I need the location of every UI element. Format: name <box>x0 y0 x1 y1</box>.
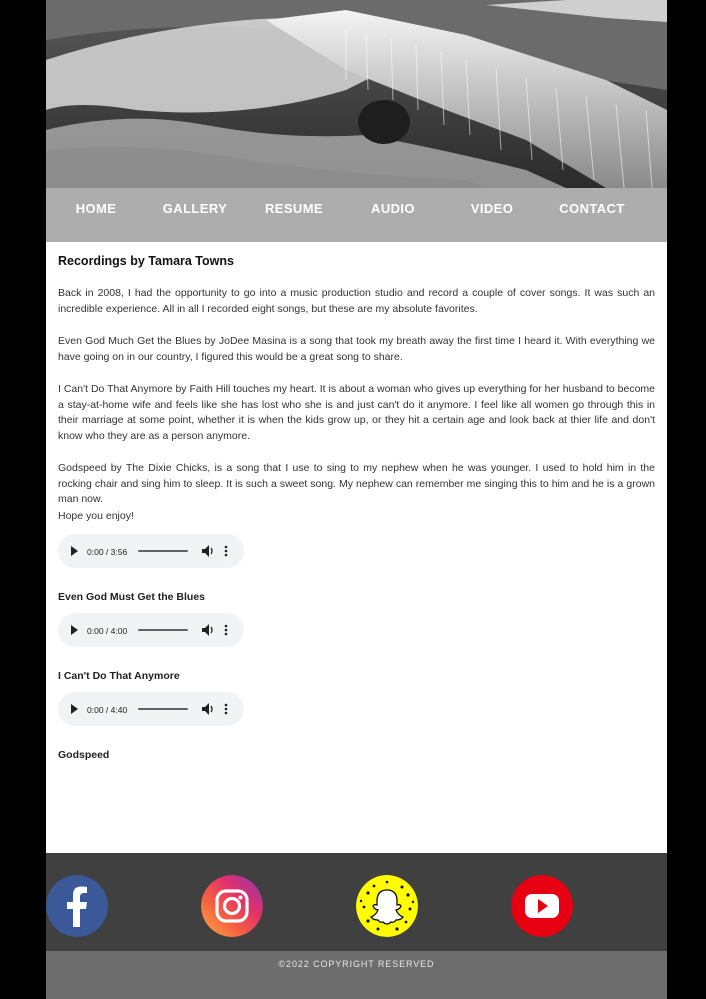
seek-bar[interactable] <box>138 550 188 552</box>
page-title: Recordings by Tamara Towns <box>58 254 234 268</box>
main-nav <box>46 188 667 242</box>
footer-bar <box>46 951 667 999</box>
paragraph-godspeed: Godspeed by The Dixie Chicks, is a song that I use to sing to my nephew when he was younger. I used to hold him in the rocking chair and sing him to sleep. It is such a sweet song. My nephew can remember me singing this to him and he is a grown man now. <box>58 462 655 505</box>
more-options-icon[interactable] <box>224 702 228 716</box>
audio-player <box>58 534 244 568</box>
nav-video[interactable]: VIDEO <box>470 201 514 216</box>
nav-audio[interactable]: AUDIO <box>371 201 415 216</box>
seek-bar[interactable] <box>138 708 188 710</box>
snapchat-icon[interactable] <box>356 875 418 937</box>
track-title: Even God Must Get the Blues <box>58 591 206 603</box>
waterfall-banner-image <box>46 0 667 188</box>
seek-bar[interactable] <box>138 629 188 631</box>
audio-time: 0:00 / 3:56 <box>87 547 128 557</box>
paragraph-even-god: Even God Much Get the Blues by JoDee Masina is a song that took my breath away the first time I heard it. With everything we have going on in our country, I figured this would be a great song to share. <box>58 335 655 363</box>
track-title: Godspeed <box>58 749 110 761</box>
youtube-icon[interactable] <box>511 875 573 937</box>
volume-icon[interactable] <box>202 702 214 716</box>
more-options-icon[interactable] <box>224 623 228 637</box>
play-icon[interactable] <box>71 704 78 714</box>
nav-contact[interactable]: CONTACT <box>559 201 625 216</box>
volume-icon[interactable] <box>202 623 214 637</box>
intro-paragraph: Back in 2008, I had the opportunity to go into a music production studio and record a couple of cover songs. It was such an incredible experience. All in all I recorded eight songs, but these are my absolute favorites. <box>58 287 655 315</box>
audio-time: 0:00 / 4:00 <box>87 626 128 636</box>
social-footer <box>46 853 667 951</box>
play-icon[interactable] <box>71 625 78 635</box>
copyright-text: ©2022 COPYRIGHT RESERVED <box>278 959 435 969</box>
audio-player <box>58 692 244 726</box>
nav-home[interactable]: HOME <box>75 201 117 216</box>
page <box>46 0 667 999</box>
audio-time: 0:00 / 4:40 <box>87 705 128 715</box>
nav-resume[interactable]: RESUME <box>264 201 324 216</box>
facebook-icon[interactable] <box>46 875 108 937</box>
track-title: I Can't Do That Anymore <box>58 670 180 682</box>
audio-player <box>58 613 244 647</box>
play-icon[interactable] <box>71 546 78 556</box>
instagram-icon[interactable] <box>201 875 263 937</box>
closing-line: Hope you enjoy! <box>58 510 134 522</box>
volume-icon[interactable] <box>202 544 214 558</box>
more-options-icon[interactable] <box>224 544 228 558</box>
paragraph-cant-do-that: I Can't Do That Anymore by Faith Hill touches my heart. It is about a woman who gives up everything for her husband to become a stay-at-home wife and feels like she has lost who she is and just can't do it anymore. I feel like all women go through this in their marriage at some point, whether it is when the kids grow up, or they hit a certain age and look back at thier life and don't know who they are as a person anymore. <box>58 383 655 442</box>
nav-gallery[interactable]: GALLERY <box>162 201 228 216</box>
